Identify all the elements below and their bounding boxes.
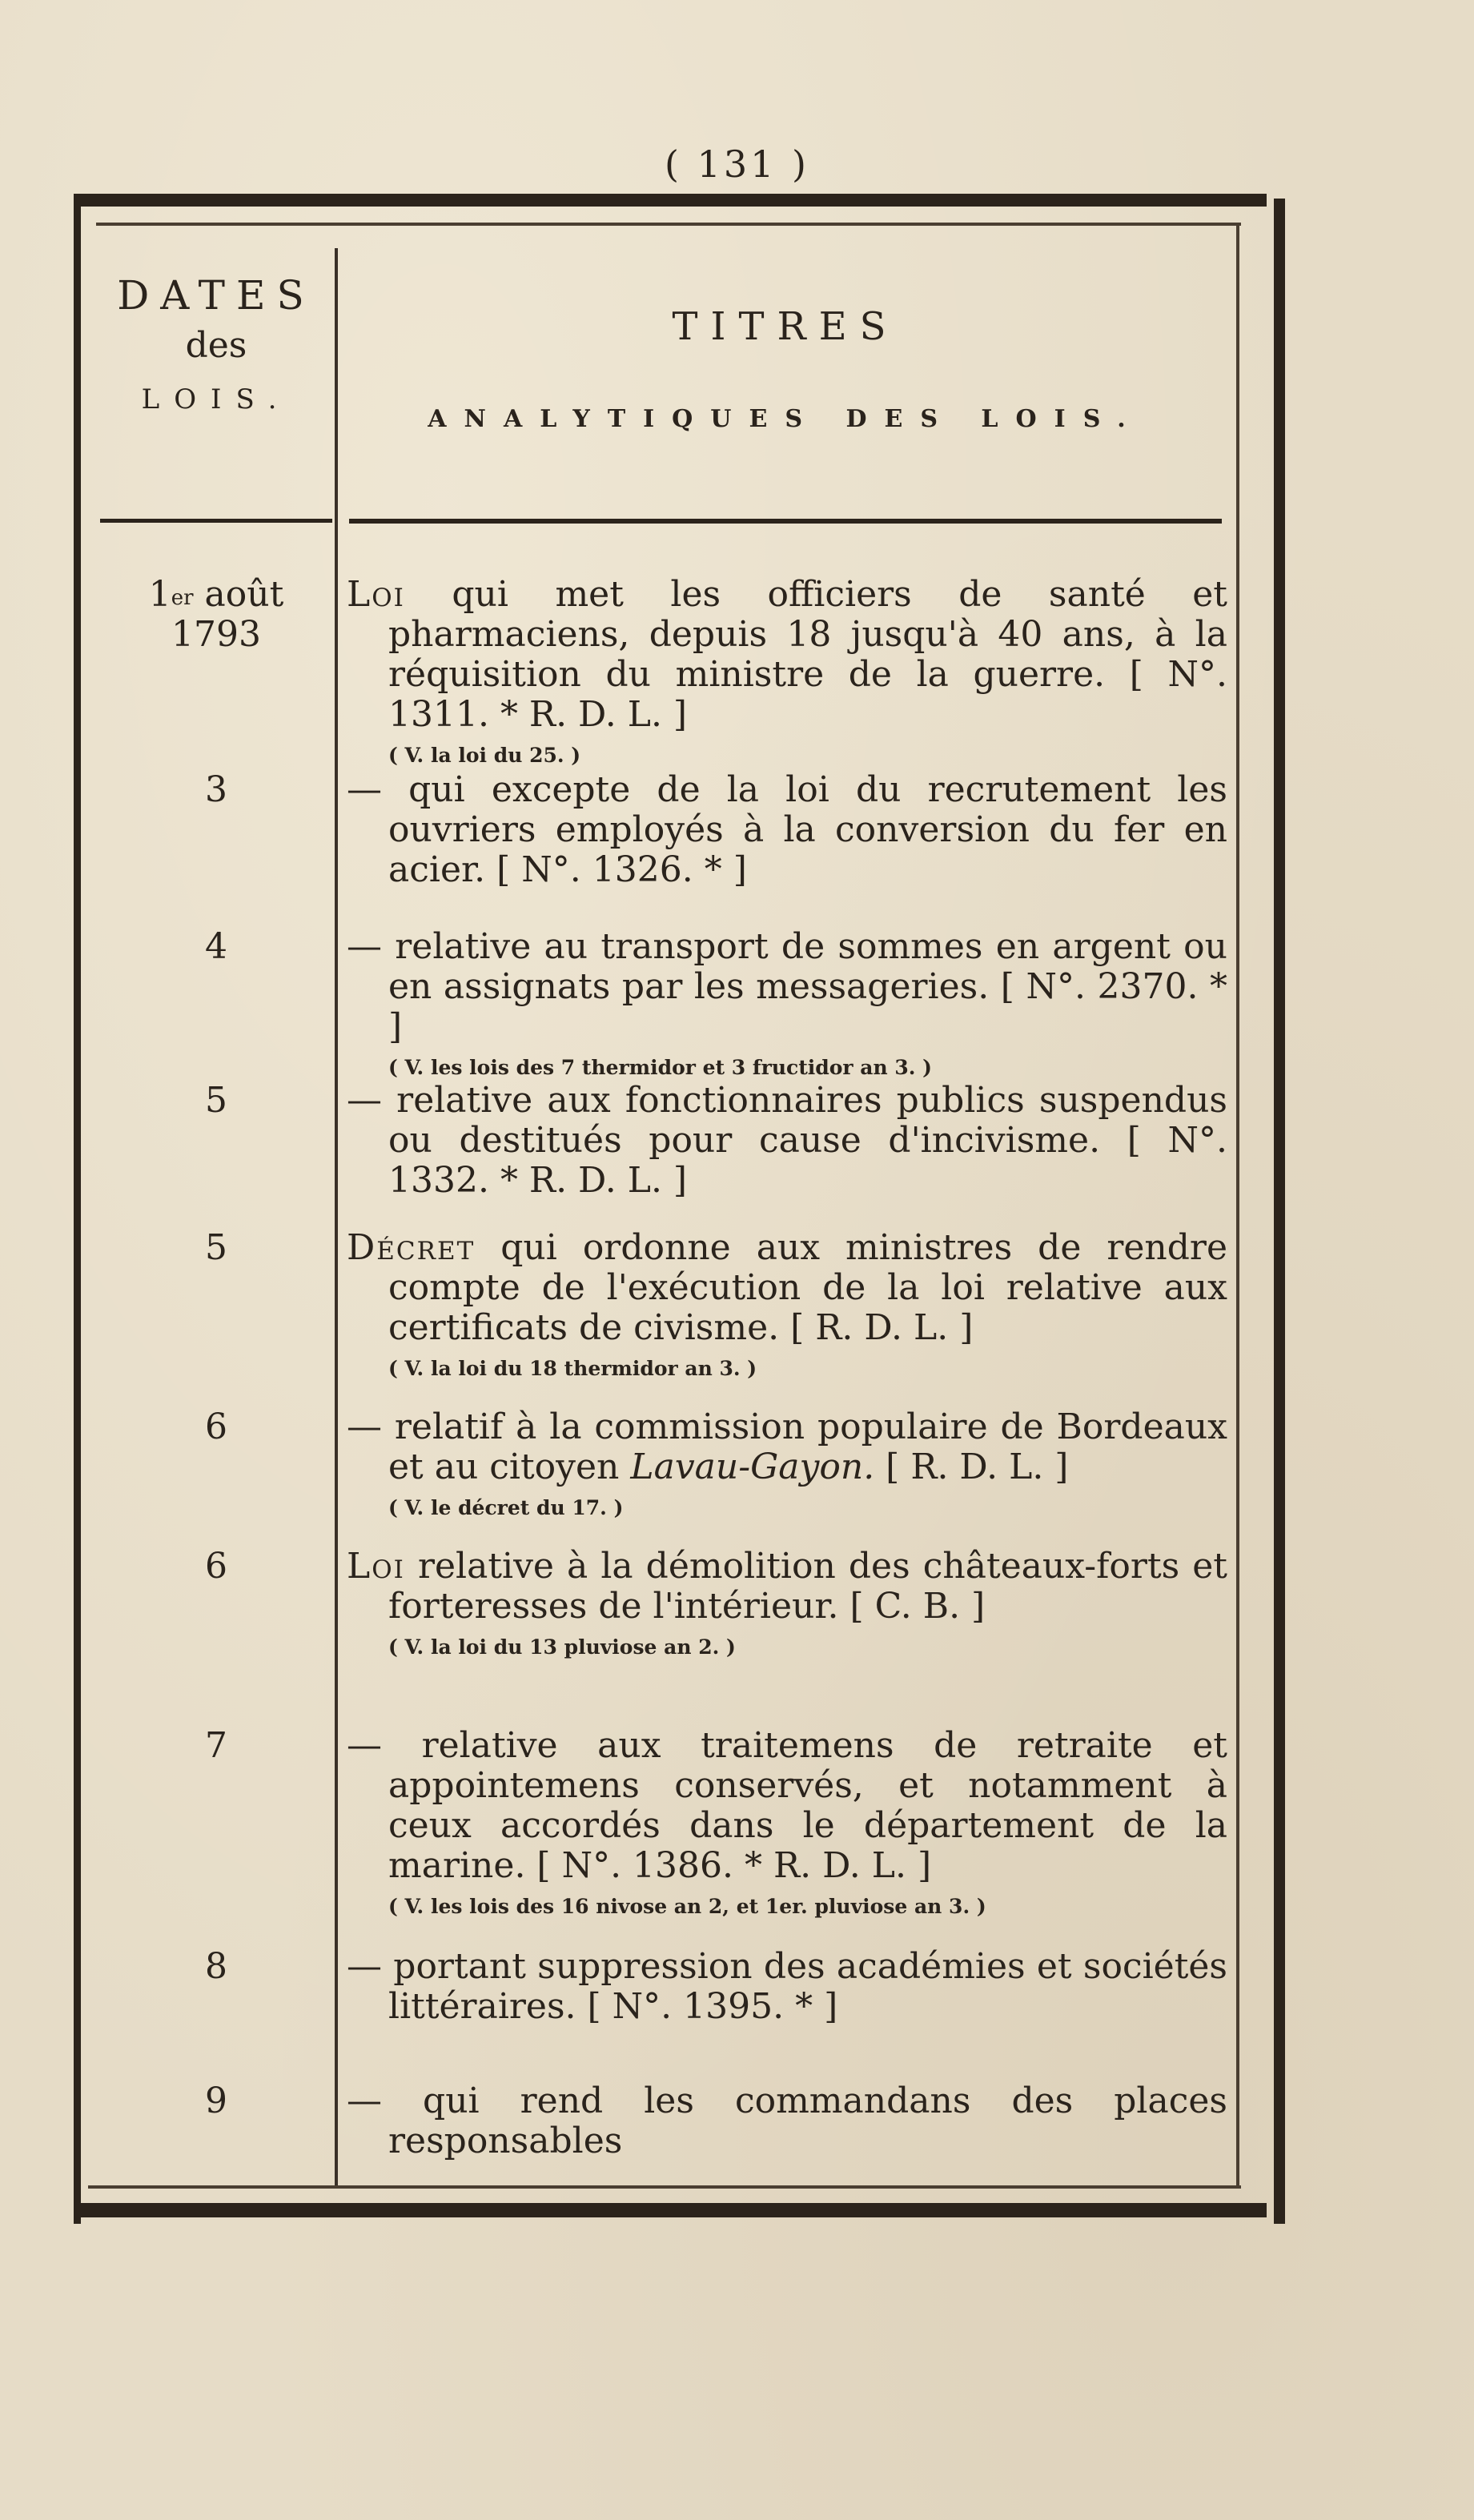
entry-text: — qui rend les commandans des places responsables: [347, 2081, 1227, 2161]
header-dates-des: des: [185, 325, 247, 366]
entry-text: — portant suppression des académies et sociétés littéraires. [ N°. 1395. * ]: [347, 1946, 1227, 2027]
entry-date: 4: [205, 926, 227, 967]
header-dates-title: DATES: [117, 272, 315, 319]
entry-date: 9: [205, 2081, 227, 2121]
header-dates-lois: LOIS.: [141, 383, 291, 415]
entry-text: qui met les officiers de santé et pharmaciens, depuis 18 jusqu'à 40 ans, à la réquisition du ministre de la guerre. [ N°. 1311. * R. D. L. ]: [388, 574, 1227, 735]
entry-date-month: août: [193, 574, 284, 615]
entry-body: [347, 1081, 1227, 1201]
column-divider: [335, 248, 338, 2185]
entry-text-italic: Lavau-Gayon.: [630, 1447, 875, 1487]
entry-date: 6: [205, 1406, 227, 1447]
entry-lead: Loi: [347, 574, 405, 615]
entry-date: 8: [205, 1946, 227, 1987]
header-dates: [100, 272, 332, 415]
entry-date-day: 1: [148, 574, 171, 615]
header-titres: [349, 304, 1222, 433]
header-rule-titres: [349, 519, 1222, 524]
entry-date: 5: [205, 1080, 227, 1121]
entry-date: 7: [205, 1725, 227, 1766]
entry-text: — relative au transport de sommes en argent ou en assignats par les messageries. [ N°. 2370. * ]: [347, 926, 1227, 1047]
entry-text: relative à la démolition des châteaux-forts et forteresses de l'intérieur. [ C. B. ]: [388, 1546, 1227, 1627]
inner-right-rule: [1236, 226, 1239, 2187]
entry-body: [347, 1547, 1227, 1662]
entry-text: — relative aux traitemens de retraite et appointemens conservés, et notamment à ceux accordés dans le département de la marine. [ N°. 1386. * R. D. L. ]: [347, 1725, 1227, 1886]
entry-body: [347, 2081, 1227, 2161]
entry-text: qui ordonne aux ministres de rendre compte de l'exécution de la loi relative aux certificats de civisme. [ R. D. L. ]: [388, 1227, 1227, 1348]
entry-note: ( V. la loi du 18 thermidor an 3. ): [388, 1357, 757, 1380]
entry-text: — relative aux fonctionnaires publics suspendus ou destitués pour cause d'incivisme. [ N°. 1332. * R. D. L. ]: [347, 1080, 1227, 1201]
entry-lead: Décret: [347, 1227, 476, 1268]
page-number: ( 131 ): [665, 142, 809, 186]
entry-note: ( V. la loi du 13 pluviose an 2. ): [388, 1635, 736, 1659]
entry-date: 6: [205, 1546, 227, 1587]
entry-note: ( V. les lois des 16 nivose an 2, et 1er. pluviose an 3. ): [388, 1895, 986, 1918]
entry-body: [347, 575, 1227, 770]
entry-note: ( V. les lois des 7 thermidor et 3 fructidor an 3. ): [388, 1056, 933, 1079]
header-titres-title: TITRES: [672, 304, 899, 349]
entry-text: — qui excepte de la loi du recrutement les ouvriers employés à la conversion du fer en acier. [ N°. 1326. * ]: [347, 769, 1227, 890]
header-rule-dates: [100, 519, 332, 523]
entry-body: [347, 1407, 1227, 1523]
bottom-thick-rule: [74, 2203, 1267, 2217]
entry-text-end: [ R. D. L. ]: [874, 1447, 1069, 1487]
entry-lead: Loi: [347, 1546, 405, 1587]
entry-date-suffix: er: [171, 586, 194, 610]
entry-date-year: 1793: [171, 614, 261, 655]
entry-note: ( V. la loi du 25. ): [388, 744, 581, 767]
entry-body: [347, 770, 1227, 890]
header-titres-subtitle: ANALYTIQUES DES LOIS.: [428, 405, 1143, 433]
entry-date: 3: [205, 769, 227, 810]
entry-date: [100, 575, 332, 655]
entry-body: [347, 927, 1227, 1082]
entry-text: — relatif à la commission populaire de Bordeaux et au citoyen: [347, 1406, 1227, 1487]
entry-body: [347, 1726, 1227, 1921]
bottom-thin-rule: [88, 2185, 1241, 2189]
entry-note: ( V. le décret du 17. ): [388, 1496, 624, 1519]
entry-date: 5: [205, 1227, 227, 1268]
entry-body: [347, 1228, 1227, 1383]
entry-body: [347, 1947, 1227, 2027]
